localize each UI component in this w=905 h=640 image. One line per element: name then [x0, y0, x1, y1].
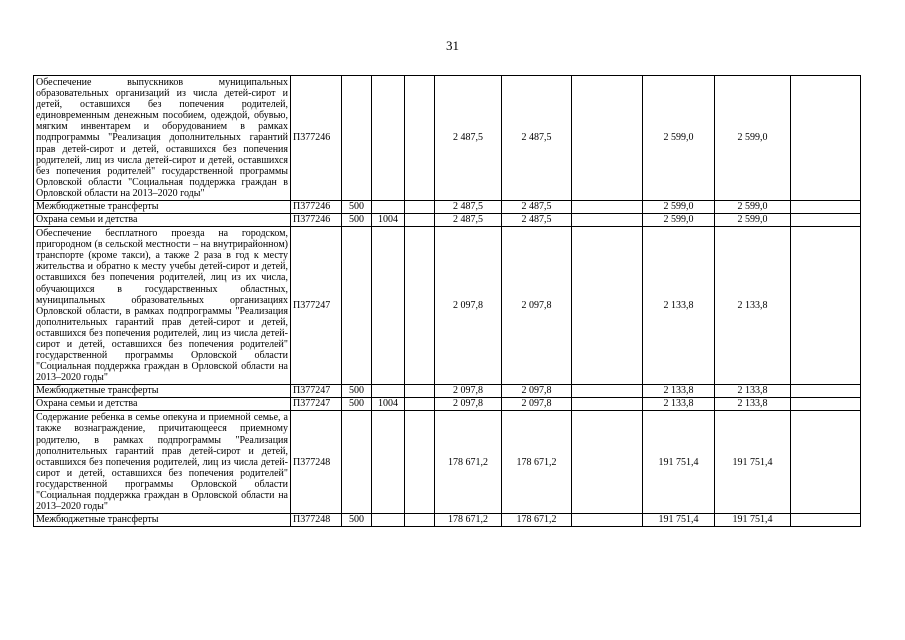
- expense-type-code: 500: [342, 514, 372, 527]
- amount-col-d: [572, 514, 643, 527]
- table-row: [34, 385, 861, 398]
- amount-col-b: 2 487,5: [435, 214, 502, 227]
- row-description: Обеспечение бесплатного проезда на городском, пригородном (в сельской местности – на внутрирайонном) транспорте (кроме такси), а также 2 раза в год к месту жительства и обратно к месту учебы детей-сирот и детей, оставшихся без попечения родителей, лиц из их числа, обучающихся в государственных областных, муниципальных образовательных организациях Орловской области, в рамках подпрограммы "Реализация дополнительных гарантий прав детей-сирот и детей, оставшихся без попечения родителей, лиц из числа детей-сирот и детей, оставшихся без попечения родителей" государственной программы Орловской области "Социальная поддержка граждан в Орловской области на 2013–2020 годы": [34, 227, 291, 385]
- table-row: [34, 214, 861, 227]
- section-code: 1004: [372, 214, 405, 227]
- amount-col-b: 2 097,8: [435, 385, 502, 398]
- amount-col-c: 2 487,5: [502, 201, 572, 214]
- target-article-code: П377247: [291, 227, 342, 385]
- table-row: [34, 398, 861, 411]
- amount-col-b: 2 487,5: [435, 201, 502, 214]
- expense-type-code: 500: [342, 214, 372, 227]
- amount-col-e: 2 133,8: [643, 385, 715, 398]
- amount-col-e: 2 133,8: [643, 227, 715, 385]
- amount-col-g: [791, 411, 861, 514]
- section-code: [372, 201, 405, 214]
- amount-col-a: [405, 227, 435, 385]
- target-article-code: П377248: [291, 514, 342, 527]
- row-description: Межбюджетные трансферты: [34, 385, 291, 398]
- amount-col-f: 2 599,0: [715, 201, 791, 214]
- amount-col-f: 2 599,0: [715, 214, 791, 227]
- target-article-code: П377247: [291, 385, 342, 398]
- amount-col-e: 2 599,0: [643, 76, 715, 201]
- amount-col-e: 191 751,4: [643, 514, 715, 527]
- amount-col-d: [572, 227, 643, 385]
- target-article-code: П377246: [291, 76, 342, 201]
- amount-col-e: 191 751,4: [643, 411, 715, 514]
- amount-col-e: 2 599,0: [643, 201, 715, 214]
- table-row: [34, 201, 861, 214]
- amount-col-b: 2 487,5: [435, 76, 502, 201]
- amount-col-d: [572, 201, 643, 214]
- amount-col-f: 2 133,8: [715, 398, 791, 411]
- row-description: Межбюджетные трансферты: [34, 201, 291, 214]
- section-code: [372, 411, 405, 514]
- section-code: [372, 514, 405, 527]
- row-description: Межбюджетные трансферты: [34, 514, 291, 527]
- table-row: [34, 411, 861, 514]
- amount-col-g: [791, 214, 861, 227]
- expense-type-code: [342, 76, 372, 201]
- budget-table: [33, 75, 861, 527]
- amount-col-a: [405, 398, 435, 411]
- amount-col-a: [405, 411, 435, 514]
- amount-col-d: [572, 385, 643, 398]
- amount-col-b: 2 097,8: [435, 398, 502, 411]
- amount-col-g: [791, 76, 861, 201]
- expense-type-code: [342, 227, 372, 385]
- amount-col-c: 2 097,8: [502, 227, 572, 385]
- amount-col-a: [405, 514, 435, 527]
- amount-col-c: 2 487,5: [502, 214, 572, 227]
- section-code: [372, 76, 405, 201]
- amount-col-f: 191 751,4: [715, 514, 791, 527]
- section-code: 1004: [372, 398, 405, 411]
- amount-col-f: 2 599,0: [715, 76, 791, 201]
- amount-col-e: 2 599,0: [643, 214, 715, 227]
- amount-col-c: 2 487,5: [502, 76, 572, 201]
- amount-col-g: [791, 201, 861, 214]
- amount-col-f: 2 133,8: [715, 227, 791, 385]
- amount-col-d: [572, 398, 643, 411]
- amount-col-d: [572, 214, 643, 227]
- target-article-code: П377246: [291, 214, 342, 227]
- amount-col-a: [405, 214, 435, 227]
- table-row: [34, 76, 861, 201]
- row-description: Обеспечение выпускников муниципальных образовательных организаций из числа детей-сирот и детей, оставшихся без попечения родителей, единовременным денежным пособием, одеждой, обувью, мягким инвентарем и оборудованием в рамках подпрограммы "Реализация дополнительных гарантий прав детей-сирот и детей, оставшихся без попечения родителей, лиц из числа детей-сирот и детей, оставшихся без попечения родителей" государственной программы Орловской области "Социальная поддержка граждан в Орловской области на 2013–2020 годы": [34, 76, 291, 201]
- amount-col-c: 178 671,2: [502, 514, 572, 527]
- amount-col-c: 178 671,2: [502, 411, 572, 514]
- expense-type-code: 500: [342, 201, 372, 214]
- row-description: Охрана семьи и детства: [34, 214, 291, 227]
- section-code: [372, 227, 405, 385]
- amount-col-f: 191 751,4: [715, 411, 791, 514]
- amount-col-d: [572, 411, 643, 514]
- amount-col-c: 2 097,8: [502, 398, 572, 411]
- amount-col-a: [405, 385, 435, 398]
- amount-col-f: 2 133,8: [715, 385, 791, 398]
- amount-col-g: [791, 514, 861, 527]
- amount-col-d: [572, 76, 643, 201]
- section-code: [372, 385, 405, 398]
- amount-col-c: 2 097,8: [502, 385, 572, 398]
- table-row: [34, 514, 861, 527]
- target-article-code: П377247: [291, 398, 342, 411]
- amount-col-g: [791, 227, 861, 385]
- row-description: Охрана семьи и детства: [34, 398, 291, 411]
- amount-col-a: [405, 201, 435, 214]
- amount-col-b: 2 097,8: [435, 227, 502, 385]
- amount-col-g: [791, 385, 861, 398]
- expense-type-code: [342, 411, 372, 514]
- expense-type-code: 500: [342, 398, 372, 411]
- expense-type-code: 500: [342, 385, 372, 398]
- table-row: [34, 227, 861, 385]
- amount-col-e: 2 133,8: [643, 398, 715, 411]
- target-article-code: П377246: [291, 201, 342, 214]
- amount-col-b: 178 671,2: [435, 411, 502, 514]
- target-article-code: П377248: [291, 411, 342, 514]
- page-number: 31: [446, 38, 459, 53]
- row-description: Содержание ребенка в семье опекуна и приемной семье, а также вознаграждение, причитающееся приемному родителю, в рамках подпрограммы "Реализация дополнительных гарантий прав детей-сирот и детей, оставшихся без попечения родителей, лиц из числа детей-сирот и детей, оставшихся без попечения родителей" государственной программы Орловской области "Социальная поддержка граждан в Орловской области на 2013–2020 годы": [34, 411, 291, 514]
- amount-col-g: [791, 398, 861, 411]
- amount-col-b: 178 671,2: [435, 514, 502, 527]
- amount-col-a: [405, 76, 435, 201]
